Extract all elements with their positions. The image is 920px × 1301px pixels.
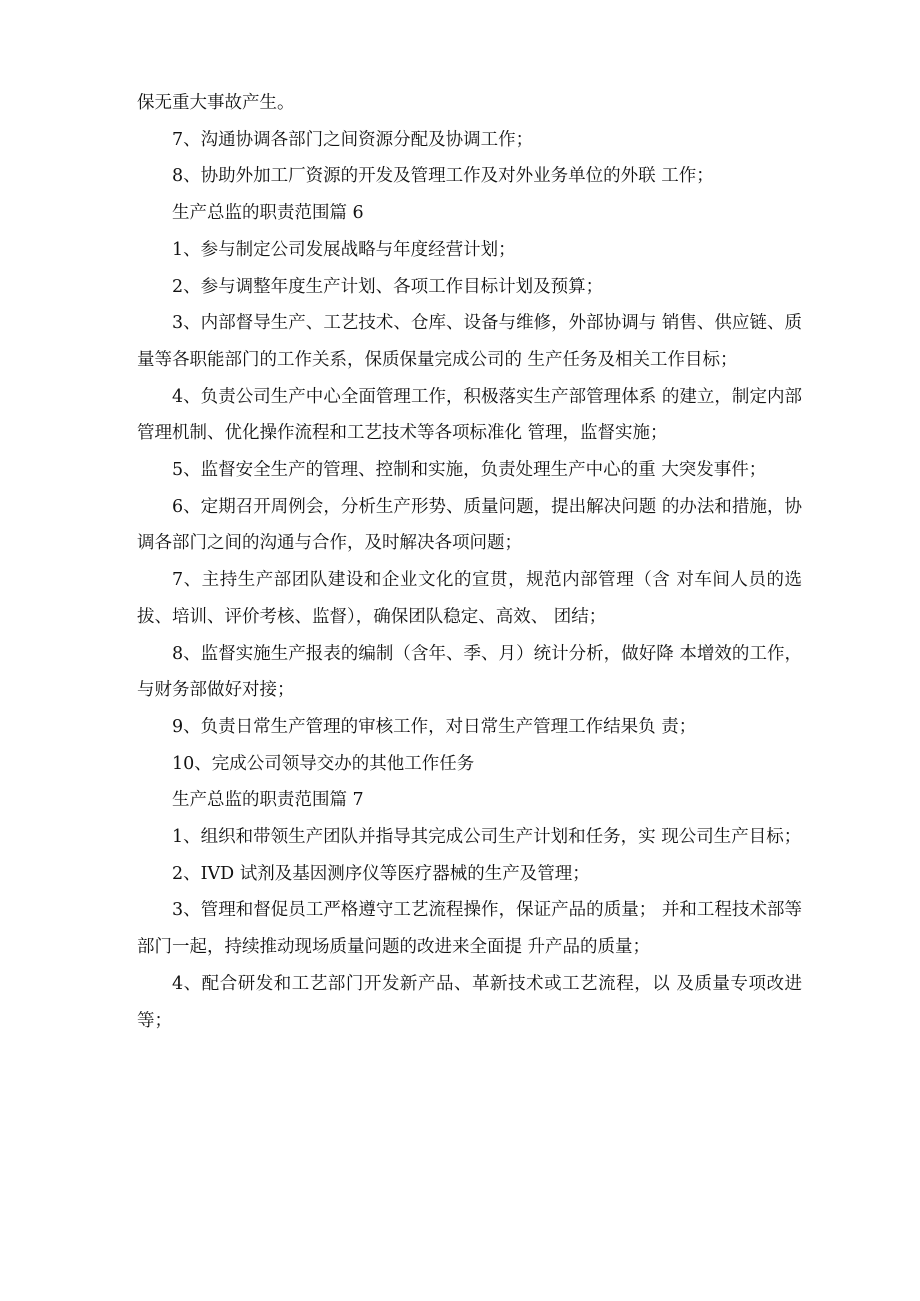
paragraph-item: 2、参与调整年度生产计划、各项工作目标计划及预算； [172, 276, 604, 297]
paragraph-item-7: 7、沟通协调各部门之间资源分配及协调工作； [172, 129, 534, 150]
paragraph-item: 3、管理和督促员工严格遵守工艺流程操作，保证产品的质量； 并和工程技术部等部门一起，持续推动现场质量问题的改进来全面提 升产品的质量； [137, 900, 802, 958]
paragraph-item: 9、负责日常生产管理的审核工作，对日常生产管理工作结果负 责； [172, 716, 697, 737]
paragraph-item: 4、负责公司生产中心全面管理工作，积极落实生产部管理体系 的建立，制定内部管理机制、优化操作流程和工艺技术等各项标准化 管理，监督实施； [137, 386, 802, 444]
paragraph-item: 1、参与制定公司发展战略与年度经营计划； [172, 239, 516, 260]
paragraph-item: 3、内部督导生产、工艺技术、仓库、设备与维修，外部协调与 销售、供应链、质量等各职能部门的工作关系，保质保量完成公司的 生产任务及相关工作目标； [137, 313, 802, 370]
paragraph-item: 6、定期召开周例会，分析生产形势、质量问题，提出解决问题 的办法和措施，协调各部门之间的沟通与合作，及时解决各项问题； [137, 496, 802, 554]
paragraph-item-8: 8、协助外加工厂资源的开发及管理工作及对外业务单位的外联 工作； [172, 166, 714, 187]
paragraph-item: 8、监督实施生产报表的编制（含年、季、月）统计分析，做好降 本增效的工作，与财务部做好对接； [137, 643, 802, 701]
paragraph-item: 5、监督安全生产的管理、控制和实施，负责处理生产中心的重 大突发事件； [172, 460, 767, 481]
section-heading-7: 生产总监的职责范围篇 7 [172, 790, 364, 811]
paragraph-item: 2、IVD 试剂及基因测序仪等医疗器械的生产及管理； [172, 863, 590, 884]
paragraph-item: 7、主持生产部团队建设和企业文化的宣贯，规范内部管理（含 对车间人员的选拔、培训、评价考核、监督），确保团队稳定、高效、 团结； [137, 570, 802, 627]
paragraph-item: 1、组织和带领生产团队并指导其完成公司生产计划和任务，实 现公司生产目标； [172, 827, 802, 848]
document-body [137, 85, 802, 1039]
section-heading-6: 生产总监的职责范围篇 6 [172, 203, 364, 224]
paragraph-item: 10、完成公司领导交办的其他工作任务 [172, 753, 475, 774]
paragraph-continuation: 保无重大事故产生。 [137, 93, 295, 113]
paragraph-item: 4、配合研发和工艺部门开发新产品、革新技术或工艺流程，以 及质量专项改进等； [137, 973, 802, 1031]
